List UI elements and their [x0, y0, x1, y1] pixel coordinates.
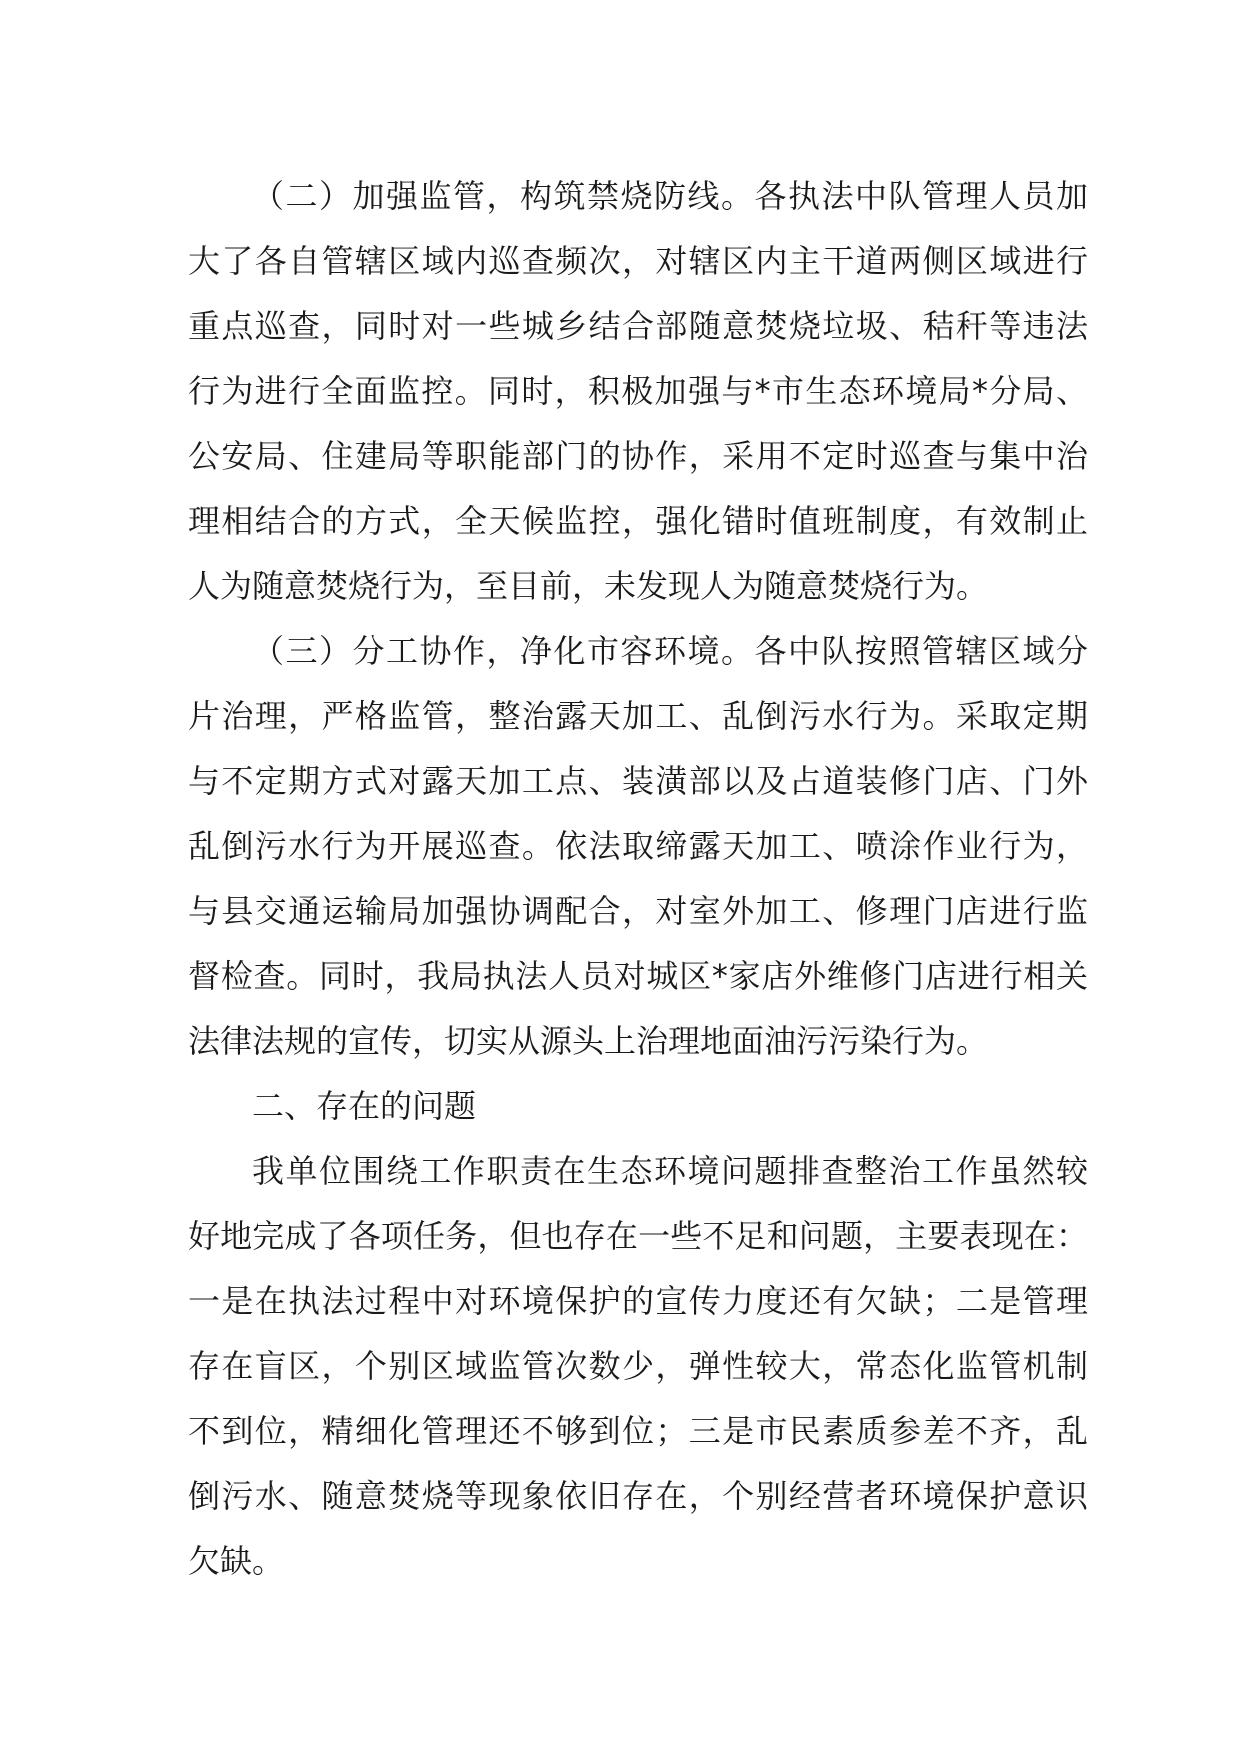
paragraph-line: 欠缺。: [188, 1542, 285, 1580]
paragraph-line: 不到位，精细化管理还不够到位；三是市民素质参差不齐，乱: [188, 1412, 1088, 1450]
paragraph-line: 片治理，严格监管，整治露天加工、乱倒污水行为。采取定期: [188, 697, 1088, 735]
paragraph-problems: [188, 1139, 1088, 1594]
paragraph-line: （二）加强监管，构筑禁烧防线。各执法中队管理人员加: [252, 177, 1088, 215]
paragraph-line: 法律法规的宣传，切实从源头上治理地面油污污染行为。: [188, 1022, 989, 1060]
paragraph-line: 人为随意焚烧行为，至目前，未发现人为随意焚烧行为。: [188, 567, 989, 605]
paragraph-line: 督检查。同时，我局执法人员对城区*家店外维修门店进行相关: [188, 957, 1088, 995]
paragraph-line: 公安局、住建局等职能部门的协作，采用不定时巡查与集中治: [188, 437, 1088, 475]
document-body: [188, 164, 1088, 1594]
paragraph-line: 好地完成了各项任务，但也存在一些不足和问题，主要表现在：: [188, 1217, 1088, 1255]
paragraph-line: 倒污水、随意焚烧等现象依旧存在，个别经营者环境保护意识: [188, 1477, 1088, 1515]
paragraph-line: 重点巡查，同时对一些城乡结合部随意焚烧垃圾、秸秆等违法: [188, 307, 1088, 345]
paragraph-line: 乱倒污水行为开展巡查。依法取缔露天加工、喷涂作业行为，: [188, 827, 1088, 865]
paragraph-line: 存在盲区，个别区域监管次数少，弹性较大，常态化监管机制: [188, 1347, 1088, 1385]
paragraph-line: 与不定期方式对露天加工点、装潢部以及占道装修门店、门外: [188, 762, 1088, 800]
paragraph-line: 大了各自管辖区域内巡查频次，对辖区内主干道两侧区域进行: [188, 242, 1088, 280]
section-heading-problems: 二、存在的问题: [252, 1087, 477, 1125]
paragraph-line: 与县交通运输局加强协调配合，对室外加工、修理门店进行监: [188, 892, 1088, 930]
paragraph-strengthen-supervision: [188, 164, 1088, 619]
paragraph-line: （三）分工协作，净化市容环境。各中队按照管辖区域分: [252, 632, 1088, 670]
paragraph-line: 一是在执法过程中对环境保护的宣传力度还有欠缺；二是管理: [188, 1282, 1088, 1320]
paragraph-line: 我单位围绕工作职责在生态环境问题排查整治工作虽然较: [252, 1152, 1088, 1190]
paragraph-division-of-labor: [188, 619, 1088, 1074]
paragraph-line: 理相结合的方式，全天候监控，强化错时值班制度，有效制止: [188, 502, 1088, 540]
paragraph-line: 行为进行全面监控。同时，积极加强与*市生态环境局*分局、: [188, 372, 1088, 410]
